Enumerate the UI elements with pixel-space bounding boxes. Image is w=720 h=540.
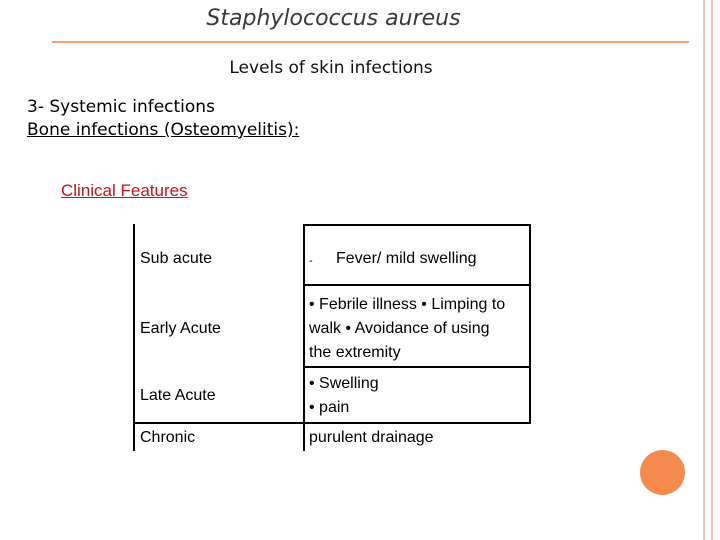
heading-systemic-infections: 3- Systemic infections [27,97,215,117]
table-divider [303,224,305,451]
row-line [133,422,531,424]
feature-early-acute-line2: walk • Avoidance of using [309,320,490,337]
slide-title: Staphylococcus aureus [206,6,461,31]
right-border-line-1 [703,0,705,540]
title-divider [52,41,689,43]
decorative-circle [640,450,685,495]
feature-pain: • pain [309,399,350,416]
heading-bone-infections: Bone infections (Osteomyelitis): [27,120,300,140]
stage-chronic: Chronic [140,429,196,446]
feature-sub-acute: Fever/ mild swelling [336,250,477,267]
clinical-features-table [133,224,531,451]
feature-purulent-drainage: purulent drainage [309,429,434,446]
row-line [303,224,531,226]
feature-early-acute-line3: the extremity [309,344,401,361]
feature-swelling: • Swelling [309,375,379,392]
stage-late-acute: Late Acute [140,387,216,404]
feature-early-acute-line1: • Febrile illness • Limping to [309,296,506,313]
row-line [303,366,531,368]
stage-sub-acute: Sub acute [140,250,213,267]
table-left-border [133,224,135,451]
stage-early-acute: Early Acute [140,320,221,337]
clinical-features-label: Clinical Features [61,181,188,200]
bullet-dash: - [309,255,313,267]
row-line [303,284,531,286]
table-right-border [529,224,531,424]
right-border-line-2 [711,0,713,540]
slide-subtitle: Levels of skin infections [229,58,433,78]
